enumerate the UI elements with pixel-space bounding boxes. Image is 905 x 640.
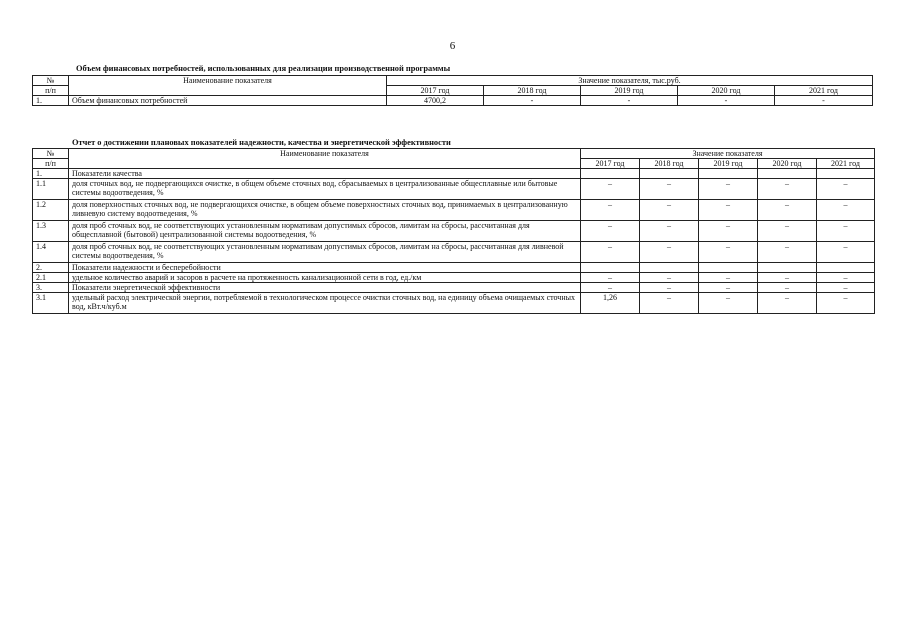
year-header: 2021 год [817, 159, 875, 169]
row-value: – [758, 200, 817, 221]
row-value: – [581, 283, 640, 293]
row-value: – [817, 293, 875, 314]
row-name: Показатели энергетической эффективности [69, 283, 581, 293]
header-name: Наименование показателя [69, 76, 387, 96]
row-num: 3.1 [33, 293, 69, 314]
table-row [33, 200, 875, 221]
header-value: Значение показателя, тыс.руб. [387, 76, 873, 86]
row-name: доля проб сточных вод, не соответствующих установленным нормативам допустимых сбросов, лимитам на сбросы, рассчитанная для ливневой системы водоотведения, % [69, 242, 581, 263]
header-num: № [33, 149, 69, 159]
row-value [758, 169, 817, 179]
row-value: – [817, 283, 875, 293]
row-name: удельное количество аварий и засоров в расчете на протяженность канализационной сети в год, ед./км [69, 273, 581, 283]
row-value: – [817, 273, 875, 283]
row-value: – [758, 179, 817, 200]
row-value: – [581, 179, 640, 200]
page-number: 6 [449, 40, 456, 52]
row-value: – [699, 179, 758, 200]
row-num: 1.4 [33, 242, 69, 263]
row-num: 2. [33, 263, 69, 273]
year-header: 2020 год [758, 159, 817, 169]
row-value: – [640, 221, 699, 242]
row-value: - [678, 96, 775, 106]
year-header: 2019 год [581, 86, 678, 96]
performance-indicators-table [32, 148, 875, 314]
header-value: Значение показателя [581, 149, 875, 159]
row-value: – [640, 293, 699, 314]
row-value: – [758, 242, 817, 263]
row-num: 1. [33, 169, 69, 179]
row-name: доля поверхностных сточных вод, не подвергающихся очистке, в общем объеме поверхностных сточных вод, принимаемых в централизованную ливневую систему водоотведения, % [69, 200, 581, 221]
table-row [33, 283, 875, 293]
row-value [640, 263, 699, 273]
table-row [33, 169, 875, 179]
row-value: – [640, 283, 699, 293]
row-value [581, 263, 640, 273]
year-header: 2019 год [699, 159, 758, 169]
row-value: – [640, 200, 699, 221]
row-value [817, 169, 875, 179]
year-header: 2018 год [640, 159, 699, 169]
row-value: – [581, 242, 640, 263]
row-value: – [640, 179, 699, 200]
row-name: Объем финансовых потребностей [69, 96, 387, 106]
row-value: – [699, 273, 758, 283]
table-row [33, 242, 875, 263]
row-value: – [640, 242, 699, 263]
row-value: – [758, 283, 817, 293]
row-value: – [699, 242, 758, 263]
row-num: 1.3 [33, 221, 69, 242]
row-num: 2.1 [33, 273, 69, 283]
row-value: – [817, 200, 875, 221]
row-value: 1,26 [581, 293, 640, 314]
year-header: 2020 год [678, 86, 775, 96]
row-value: – [581, 221, 640, 242]
row-name: доля проб сточных вод, не соответствующих установленным нормативам допустимых сбросов, лимитам на сбросы, рассчитанная для общесплавной (бытовой) централизованной системы водоотведения, % [69, 221, 581, 242]
row-value [699, 169, 758, 179]
year-header: 2021 год [775, 86, 873, 96]
row-value: – [699, 200, 758, 221]
row-num: 1.2 [33, 200, 69, 221]
year-header: 2017 год [581, 159, 640, 169]
row-value: – [699, 221, 758, 242]
header-num-sub: п/п [33, 159, 69, 169]
financial-needs-title: Объем финансовых потребностей, использованных для реализации производственной программы [76, 64, 451, 73]
row-value: – [758, 221, 817, 242]
year-header: 2017 год [387, 86, 484, 96]
row-value: – [758, 293, 817, 314]
row-value [581, 169, 640, 179]
row-value: – [699, 293, 758, 314]
row-value: – [699, 283, 758, 293]
table-row [33, 273, 875, 283]
row-name: Показатели качества [69, 169, 581, 179]
row-name: Показатели надежности и бесперебойности [69, 263, 581, 273]
row-value: - [581, 96, 678, 106]
row-value: – [817, 221, 875, 242]
row-value: – [817, 242, 875, 263]
table-row [33, 96, 873, 106]
row-num: 1.1 [33, 179, 69, 200]
row-value: – [758, 273, 817, 283]
row-value [699, 263, 758, 273]
row-name: доля сточных вод, не подвергающихся очистке, в общем объеме сточных вод, сбрасываемых в централизованные общесплавные или бытовые системы водоотведения, % [69, 179, 581, 200]
row-value: - [775, 96, 873, 106]
row-value: - [484, 96, 581, 106]
row-num: 3. [33, 283, 69, 293]
table-row [33, 263, 875, 273]
row-name: удельный расход электрической энергии, потребляемой в технологическом процессе очистки сточных вод, на единицу объема очищаемых сточных вод, кВт.ч/куб.м [69, 293, 581, 314]
table-header-row [33, 149, 875, 159]
row-value [817, 263, 875, 273]
row-value: 4700,2 [387, 96, 484, 106]
row-value: – [581, 200, 640, 221]
row-value: – [817, 179, 875, 200]
row-value: – [581, 273, 640, 283]
row-value: – [640, 273, 699, 283]
header-name: Наименование показателя [69, 149, 581, 169]
table-row [33, 221, 875, 242]
financial-needs-table [32, 75, 873, 106]
header-num-sub: п/п [33, 86, 69, 96]
row-value [640, 169, 699, 179]
header-num: № [33, 76, 69, 86]
year-header: 2018 год [484, 86, 581, 96]
performance-report-title: Отчет о достижении плановых показателей надежности, качества и энергетической эффективности [72, 138, 451, 147]
indicator-rows [33, 169, 875, 314]
table-header-row [33, 76, 873, 86]
table-row [33, 179, 875, 200]
table-row [33, 293, 875, 314]
row-num: 1. [33, 96, 69, 106]
row-value [758, 263, 817, 273]
